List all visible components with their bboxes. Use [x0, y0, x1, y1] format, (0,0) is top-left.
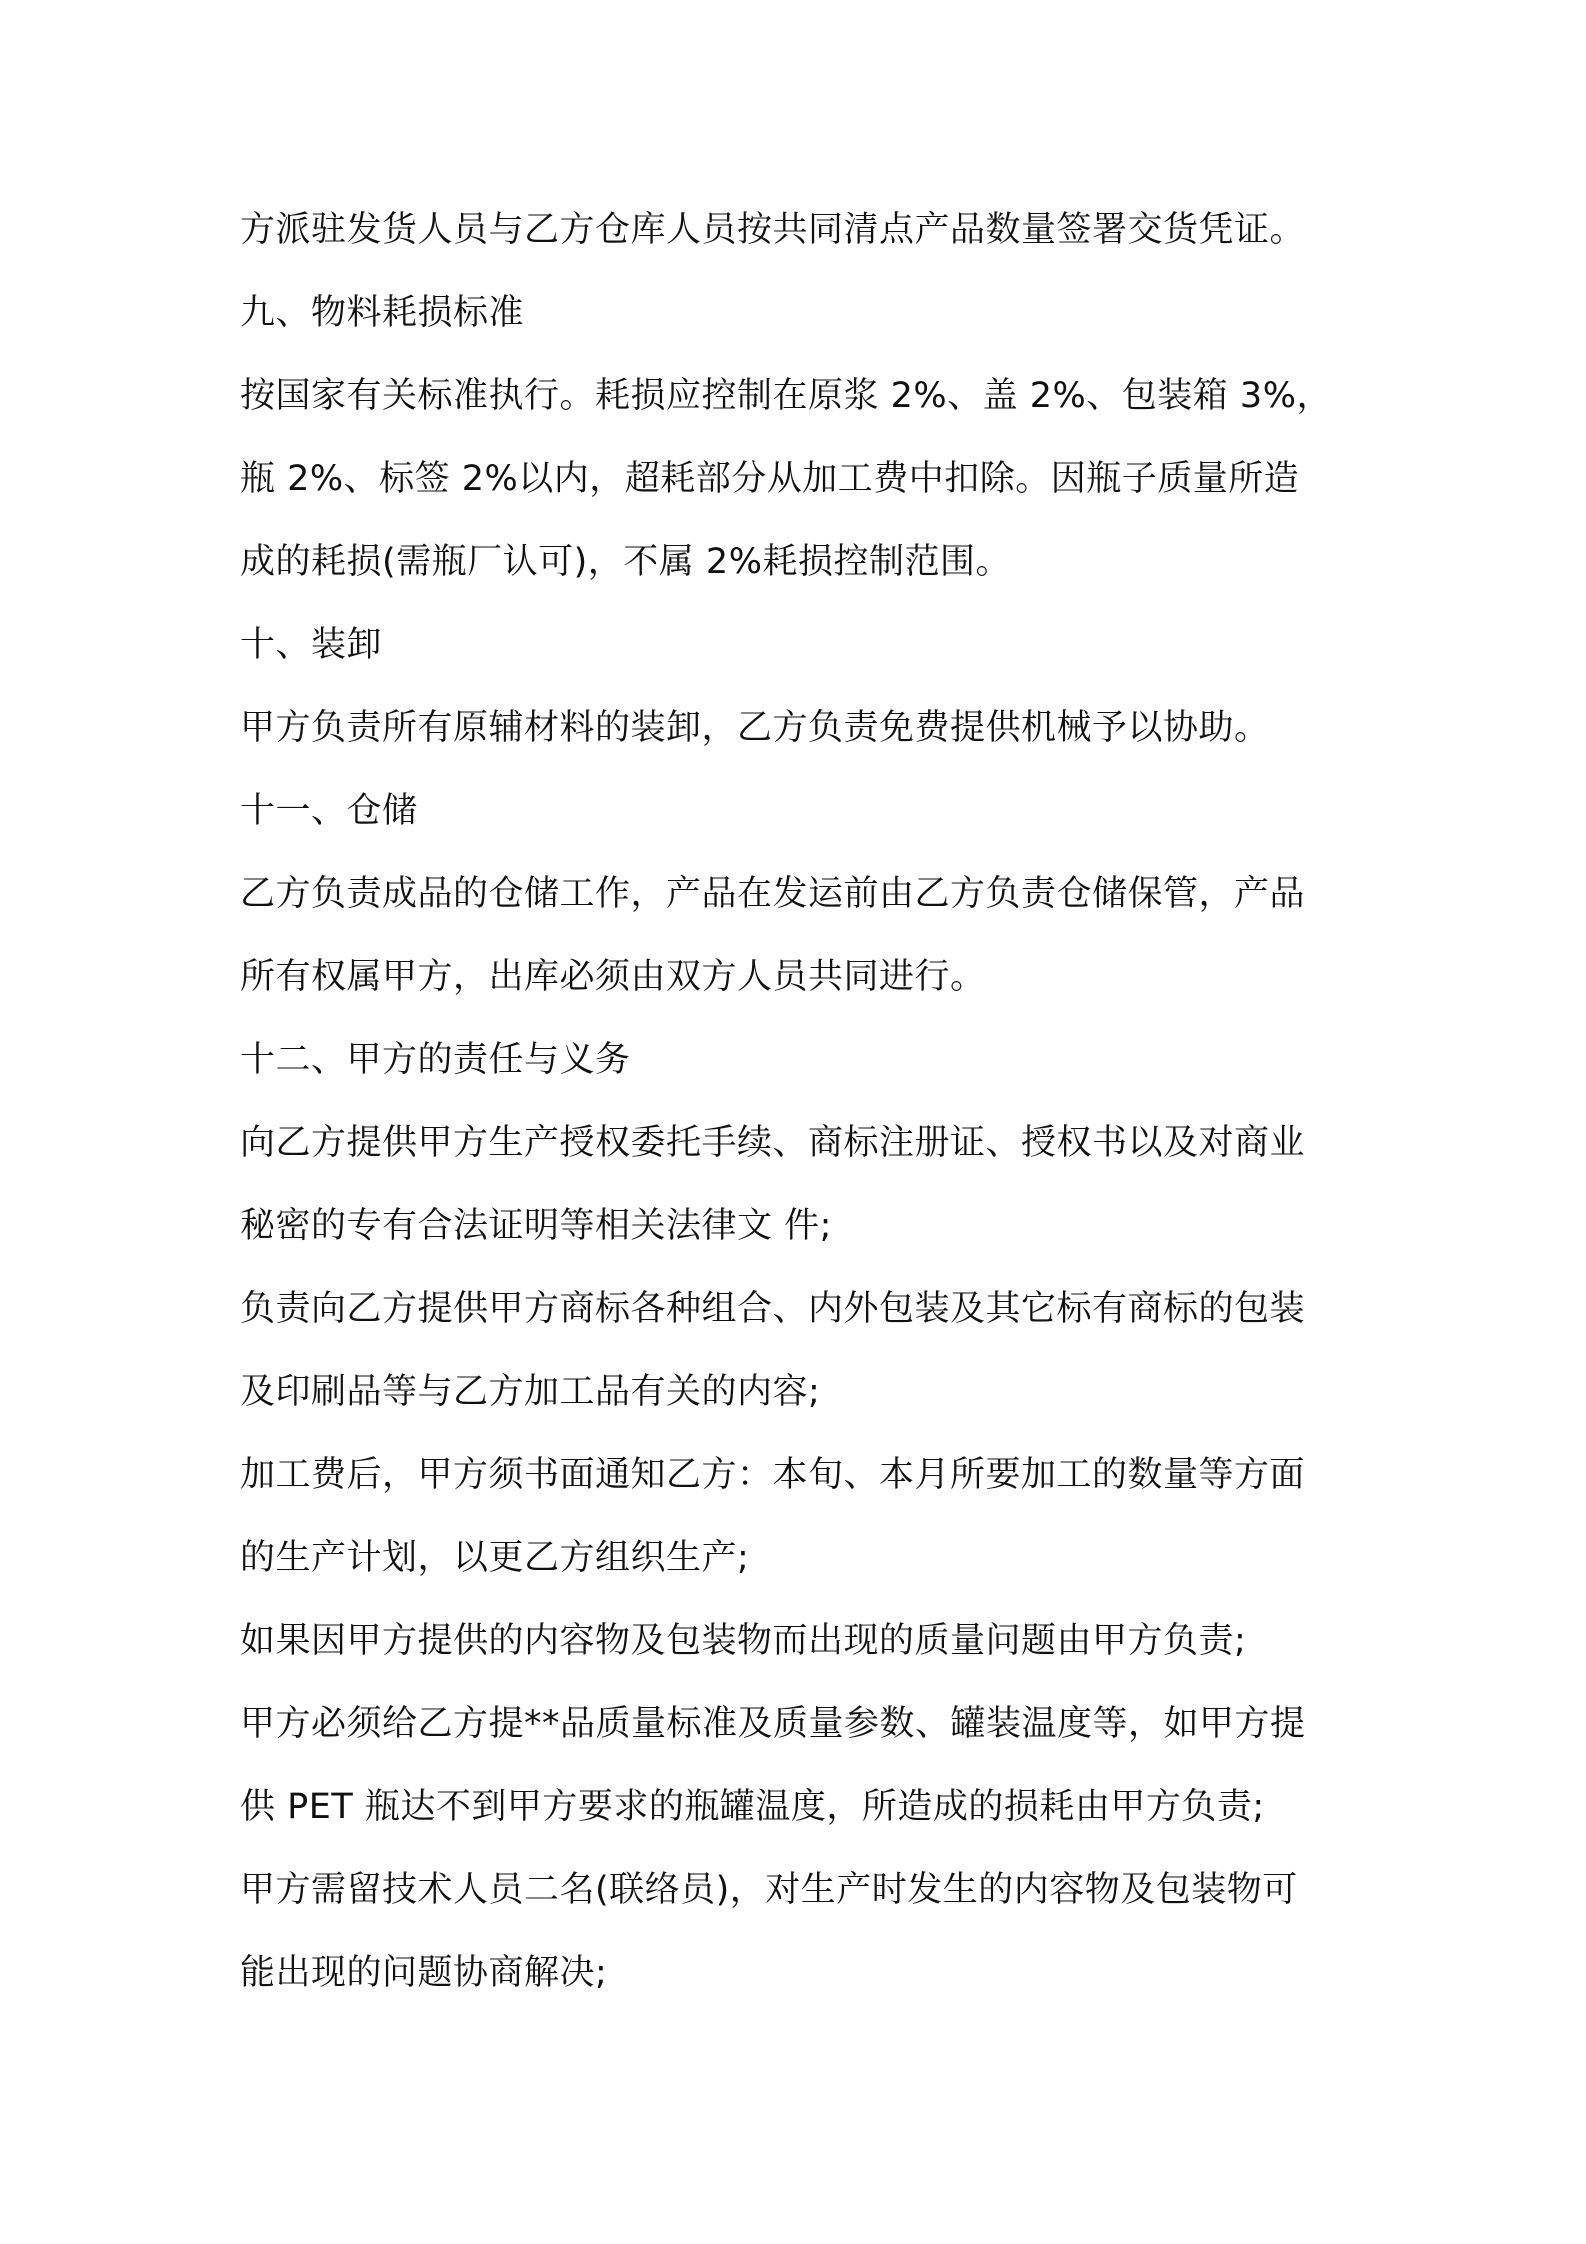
paragraph-line: 所有权属甲方，出库必须由双方人员共同进行。 — [240, 957, 986, 997]
paragraph-line: 按国家有关标准执行。耗损应控制在原浆 2%、盖 2%、包装箱 3%， — [240, 376, 1332, 416]
paragraph-line: 加工费后，甲方须书面通知乙方：本旬、本月所要加工的数量等方面 — [240, 1455, 1306, 1495]
paragraph-line: 成的耗损(需瓶厂认可)，不属 2%耗损控制范围。 — [240, 542, 1011, 582]
paragraph-line: 秘密的专有合法证明等相关法律文 件; — [240, 1206, 832, 1246]
section-heading-9: 九、物料耗损标准 — [240, 293, 525, 333]
paragraph-line: 方派驻发货人员与乙方仓库人员按共同清点产品数量签署交货凭证。 — [240, 210, 1306, 250]
paragraph-line: 及印刷品等与乙方加工品有关的内容; — [240, 1372, 821, 1412]
paragraph-line: 如果因甲方提供的内容物及包装物而出现的质量问题由甲方负责; — [240, 1621, 1247, 1661]
paragraph-line: 瓶 2%、标签 2%以内，超耗部分从加工费中扣除。因瓶子质量所造 — [240, 459, 1300, 499]
paragraph-line: 能出现的问题协商解决; — [240, 1953, 608, 1993]
paragraph-line: 乙方负责成品的仓储工作，产品在发运前由乙方负责仓储保管，产品 — [240, 874, 1306, 914]
paragraph-line: 向乙方提供甲方生产授权委托手续、商标注册证、授权书以及对商业 — [240, 1123, 1306, 1163]
paragraph-line: 甲方必须给乙方提**品质量标准及质量参数、罐装温度等，如甲方提 — [240, 1704, 1306, 1744]
section-heading-10: 十、装卸 — [240, 625, 383, 665]
section-heading-12: 十二、甲方的责任与义务 — [240, 1040, 631, 1080]
paragraph-line: 供 PET 瓶达不到甲方要求的瓶罐温度，所造成的损耗由甲方负责; — [240, 1787, 1265, 1827]
paragraph-line: 甲方需留技术人员二名(联络员)，对生产时发生的内容物及包装物可 — [240, 1870, 1298, 1910]
section-heading-11: 十一、仓储 — [240, 791, 418, 831]
paragraph-line: 负责向乙方提供甲方商标各种组合、内外包装及其它标有商标的包装 — [240, 1289, 1306, 1329]
paragraph-line: 甲方负责所有原辅材料的装卸，乙方负责免费提供机械予以协助。 — [240, 708, 1270, 748]
paragraph-line: 的生产计划，以更乙方组织生产; — [240, 1538, 750, 1578]
